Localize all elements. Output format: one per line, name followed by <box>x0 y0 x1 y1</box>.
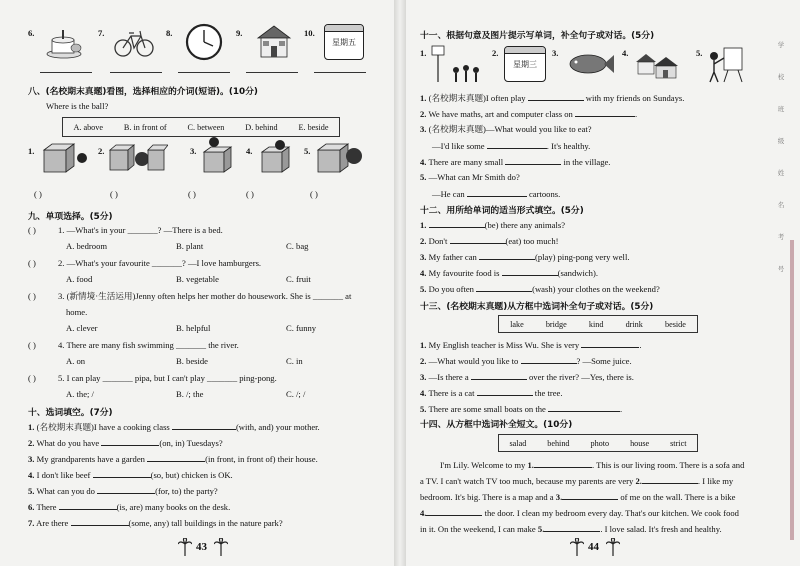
answer-blank[interactable] <box>548 403 620 412</box>
fill-item: 1. (名校期末真题)I often play with my friends on Sundays. <box>420 93 685 103</box>
answer-blank[interactable] <box>93 469 151 478</box>
passage-line: bedroom. It's big. There is a map and a 3. of me on the wall. There is a bike <box>420 492 736 502</box>
fill-item: 3. (名校期末真题)—What would you like to eat? <box>420 124 592 134</box>
choice: B. /; the <box>176 389 204 399</box>
calendar-icon: 星期三 <box>504 46 546 82</box>
fill-item: 5. There are some small boats on the . <box>420 404 623 414</box>
answer-paren[interactable]: ( ) <box>28 291 36 301</box>
fill-item: 3. My grandparents have a garden (in front, in front of) their house. <box>28 454 318 464</box>
section-13-title: 十三、(名校期末真题)从方框中选词补全句子或对话。(5分) <box>420 302 654 312</box>
answer-line[interactable] <box>40 72 92 73</box>
answer-paren[interactable]: ( ) <box>28 225 36 235</box>
answer-blank[interactable] <box>97 485 155 494</box>
fill-item: 2. What do you have (on, in) Tuesdays? <box>28 438 223 448</box>
word-option: drink <box>625 319 643 329</box>
pic-num: 1. <box>420 48 427 58</box>
choice: A. clever <box>66 323 98 333</box>
fill-item: 2. Don't (eat) too much! <box>420 236 559 246</box>
sidebar-label: 班 <box>777 106 785 113</box>
word-option: behind <box>547 438 570 448</box>
answer-blank[interactable] <box>429 219 485 228</box>
fill-item: 1. (be) there any animals? <box>420 220 566 230</box>
fill-item: 4. My favourite food is (sandwich). <box>420 268 598 278</box>
sidebar-label: 级 <box>777 138 785 145</box>
pic-num: 2. <box>492 48 499 58</box>
page-right <box>406 0 800 566</box>
answer-blank[interactable] <box>477 387 533 396</box>
palm-ornament-icon <box>214 538 228 556</box>
word-option: beside <box>664 319 686 329</box>
fill-item: 5. What can you do (for, to) the party? <box>28 486 218 496</box>
page-left <box>0 0 394 566</box>
fill-item: —I'd like some . It's healthy. <box>432 141 591 151</box>
choice: A. on <box>66 356 86 366</box>
fill-item: 3. —Is there a over the river? —Yes, there is. <box>420 372 634 382</box>
word-option: bridge <box>545 319 567 329</box>
cube-ball-picture <box>200 136 242 176</box>
answer-blank[interactable] <box>544 523 600 532</box>
word-option: strict <box>670 438 687 448</box>
question-text: home. <box>66 307 88 317</box>
option: C. between <box>187 122 225 132</box>
section-12-title: 十二、用所给单词的适当形式填空。(5分) <box>420 206 584 216</box>
sidebar-label: 名 <box>777 202 785 209</box>
pic-num: 4. <box>622 48 629 58</box>
sidebar-label: 考 <box>777 234 785 241</box>
cube-ball-picture <box>108 140 168 174</box>
passage-line: 4. the door. I clean my bedroom every day. That's our kitchen. We cook food <box>420 508 739 518</box>
choice: B. plant <box>176 241 204 251</box>
word-option: lake <box>510 319 524 329</box>
clock-icon <box>184 22 224 62</box>
answer-blank[interactable] <box>479 251 535 260</box>
fill-item: 5. —What can Mr Smith do? <box>420 172 520 182</box>
answer-blank[interactable] <box>642 475 698 484</box>
fill-item: 6. There (is, are) many books on the desk. <box>28 502 231 512</box>
answer-paren[interactable]: ( ) <box>28 373 36 383</box>
answer-blank[interactable] <box>147 453 205 462</box>
fill-item: 4. I don't like beef (so, but) chicken is OK. <box>28 470 233 480</box>
fill-item: 1. My English teacher is Miss Wu. She is very . <box>420 340 642 350</box>
fill-item: —He can cartoons. <box>432 189 561 199</box>
cube-ball-picture <box>258 136 300 176</box>
houses-icon <box>634 48 682 82</box>
fill-item: 5. Do you often (wash) your clothes on the weekend? <box>420 284 660 294</box>
answer-blank[interactable] <box>562 491 618 500</box>
section-8-question: Where is the ball? <box>46 101 109 111</box>
answer-blank[interactable] <box>575 108 635 117</box>
answer-line[interactable] <box>246 72 298 73</box>
answer-blank[interactable] <box>487 140 547 149</box>
word-option: salad <box>509 438 527 448</box>
answer-blank[interactable] <box>172 421 236 430</box>
pic-num: 3. <box>190 146 197 156</box>
word-option: house <box>630 438 650 448</box>
choice: B. vegetable <box>176 274 219 284</box>
answer-line[interactable] <box>314 72 366 73</box>
fill-item: 7. Are there (some, any) tall buildings in the nature park? <box>28 518 283 528</box>
binding-sidebar <box>774 30 788 286</box>
word-option: photo <box>590 438 610 448</box>
answer-blank[interactable] <box>467 188 527 197</box>
answer-blank[interactable] <box>581 339 639 348</box>
fish-icon <box>566 50 616 78</box>
edge-strip <box>790 240 794 540</box>
page-number: 44 <box>588 541 599 553</box>
word-box <box>498 315 698 333</box>
section-9-title: 九、单项选择。(5分) <box>28 212 113 222</box>
drawing-person-icon <box>704 44 746 84</box>
option: E. beside <box>298 122 329 132</box>
palm-ornament-icon <box>178 538 192 556</box>
choice: A. bedroom <box>66 241 108 251</box>
question-text: 3. (新情境·生活运用)Jenny often helps her mother do housework. She is _______ at <box>58 291 352 301</box>
answer-blank[interactable] <box>59 501 117 510</box>
pic-num: 8. <box>166 28 173 38</box>
answer-paren[interactable]: ( ) <box>110 189 118 199</box>
answer-line[interactable] <box>178 72 230 73</box>
fill-item: 4. There is a cat the tree. <box>420 388 563 398</box>
basketball-hoop-icon <box>430 44 484 84</box>
word-box <box>498 434 698 452</box>
word-option: kind <box>588 319 604 329</box>
answer-blank[interactable] <box>450 235 506 244</box>
pic-num: 9. <box>236 28 243 38</box>
answer-paren[interactable]: ( ) <box>246 189 254 199</box>
question-text: 2. —What's your favourite _______? —I love hamburgers. <box>58 258 262 268</box>
answer-blank[interactable] <box>505 156 561 165</box>
choice: B. beside <box>176 356 208 366</box>
choice: C. bag <box>286 241 309 251</box>
fill-item: 2. We have maths, art and computer class on . <box>420 109 638 119</box>
calendar-icon: 星期五 <box>324 24 364 60</box>
answer-blank[interactable] <box>476 283 532 292</box>
answer-blank[interactable] <box>502 267 558 276</box>
pic-num: 1. <box>28 146 35 156</box>
choice: A. the; / <box>66 389 94 399</box>
cube-ball-picture <box>314 140 364 174</box>
fill-item: 1. (名校期末真题)I have a cooking class (with, and) your mother. <box>28 422 320 432</box>
section-8-title: 八、(名校期末真题)看图，选择相应的介词(短语)。(10分) <box>28 87 258 97</box>
palm-ornament-icon <box>570 538 584 556</box>
choice: C. fruit <box>286 274 311 284</box>
answer-paren[interactable]: ( ) <box>28 340 36 350</box>
section-8-option-box <box>62 117 340 137</box>
passage-line: in it. On the weekend, I can make 5. . I love salad. It's fresh and healthy. <box>420 524 722 534</box>
question-text: 4. There are many fish swimming _______ the river. <box>58 340 239 350</box>
section-10-title: 十、选词填空。(7分) <box>28 408 113 418</box>
sidebar-label: 学 <box>777 42 785 49</box>
section-11-title: 十一、根据句意及图片提示写单词，补全句子或对话。(5分) <box>420 31 655 41</box>
choice: C. in <box>286 356 303 366</box>
question-text: 1. —What's in your _______? —There is a bed. <box>58 225 223 235</box>
answer-blank[interactable] <box>71 517 129 526</box>
cake-icon <box>44 22 84 60</box>
passage-line: a TV. I can't watch TV too much, because my parents are very 2. . I like my <box>420 476 734 486</box>
answer-paren[interactable]: ( ) <box>28 258 36 268</box>
pic-num: 5. <box>696 48 703 58</box>
passage-line: I'm Lily. Welcome to my 1. . This is our living room. There is a sofa and <box>440 460 745 470</box>
choice: C. funny <box>286 323 317 333</box>
answer-blank[interactable] <box>426 507 482 516</box>
answer-blank[interactable] <box>471 371 527 380</box>
answer-blank[interactable] <box>101 437 159 446</box>
house-icon <box>254 22 294 60</box>
choice: C. /; / <box>286 389 306 399</box>
page-gutter <box>394 0 406 566</box>
answer-blank[interactable] <box>534 459 592 468</box>
fill-item: 3. My father can (play) ping-pong very well. <box>420 252 630 262</box>
sidebar-label: 号 <box>777 266 785 273</box>
palm-ornament-icon <box>606 538 620 556</box>
fill-item: 4. There are many small in the village. <box>420 157 611 167</box>
answer-paren[interactable]: ( ) <box>310 189 318 199</box>
cube-ball-picture <box>40 140 90 174</box>
bicycle-icon <box>114 22 154 60</box>
question-text: 5. I can play _______ pipa, but I can't play _______ ping-pong. <box>58 373 277 383</box>
answer-line[interactable] <box>110 72 162 73</box>
section-14-title: 十四、从方框中选词补全短文。(10分) <box>420 420 573 430</box>
sidebar-label: 姓 <box>777 170 785 177</box>
pic-num: 4. <box>246 146 253 156</box>
pic-num: 7. <box>98 28 105 38</box>
answer-paren[interactable]: ( ) <box>188 189 196 199</box>
pic-num: 6. <box>28 28 35 38</box>
pic-num: 2. <box>98 146 105 156</box>
choice: B. helpful <box>176 323 211 333</box>
page-number: 43 <box>196 541 207 553</box>
answer-paren[interactable]: ( ) <box>34 189 42 199</box>
choice: A. food <box>66 274 93 284</box>
fill-item: 2. —What would you like to ? —Some juice. <box>420 356 632 366</box>
answer-blank[interactable] <box>521 355 577 364</box>
pic-num: 3. <box>552 48 559 58</box>
sidebar-label: 校 <box>777 74 785 81</box>
answer-blank[interactable] <box>528 92 584 101</box>
option: D. behind <box>245 122 278 132</box>
option: A. above <box>73 122 103 132</box>
option: B. in front of <box>123 122 167 132</box>
pic-num: 5. <box>304 146 311 156</box>
pic-num: 10. <box>304 28 315 38</box>
